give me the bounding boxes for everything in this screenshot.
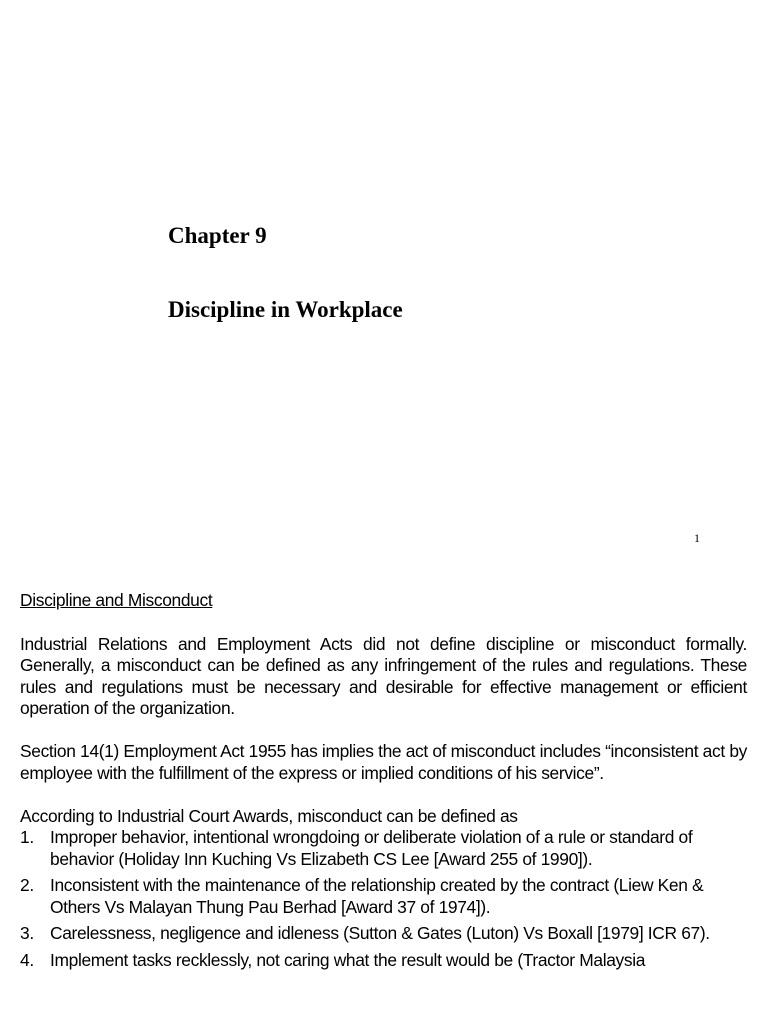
list-item-number: 2. — [20, 875, 34, 895]
paragraph-section-14: Section 14(1) Employment Act 1955 has implies the act of misconduct includes “inconsistent act by employee with the fulfillment of the express or implied conditions of his service”. — [20, 741, 747, 783]
list-item-number: 4. — [20, 949, 34, 970]
chapter-title: Discipline in Workplace — [168, 297, 403, 322]
paragraph-court-awards: According to Industrial Court Awards, misconduct can be defined as — [20, 805, 518, 826]
section-heading: Discipline and Misconduct — [20, 590, 213, 610]
list-item — [20, 950, 747, 972]
list-item-text: Inconsistent with the maintenance of the relationship created by the contract (Liew Ken & Others Vs Malayan Thung Pau Berhad [Award 37 of 1974]). — [50, 875, 704, 917]
list-item — [20, 923, 747, 945]
content-page — [20, 590, 747, 976]
list-item-number: 3. — [20, 923, 34, 943]
paragraph-definition: Industrial Relations and Employment Acts did not define discipline or misconduct formally. Generally, a misconduct can be defined as any infringement of the rules and regulations. These rules and regulations must be necessary and desirable for effective management or efficient operation of the organization. — [20, 633, 747, 718]
misconduct-definitions-list — [20, 827, 747, 971]
chapter-number: Chapter 9 — [168, 223, 267, 248]
list-item-text: Implement tasks recklessly, not caring what the result would be (Tractor Malaysia — [50, 949, 646, 970]
list-item-text: Carelessness, negligence and idleness (Sutton & Gates (Luton) Vs Boxall [1979] ICR 67). — [50, 923, 710, 943]
list-item — [20, 827, 747, 870]
list-item-number: 1. — [20, 827, 34, 847]
page-number: 1 — [694, 531, 700, 545]
list-item — [20, 875, 747, 918]
list-item-text: Improper behavior, intentional wrongdoing or deliberate violation of a rule or standard of behavior (Holiday Inn Kuching Vs Elizabeth CS Lee [Award 255 of 1990]). — [50, 827, 693, 869]
